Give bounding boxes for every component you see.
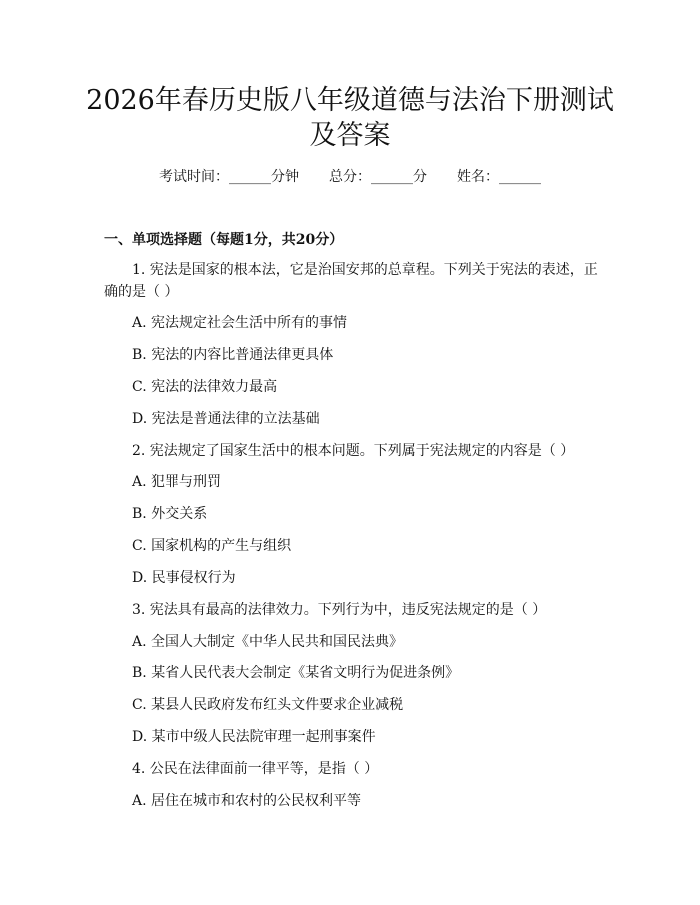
question-2-option-c: C. 国家机构的产生与组织 [132,538,292,554]
document-title-line-2: 及答案 [309,120,391,151]
student-name-field: 姓名：______ [457,169,541,185]
question-2-option-a: A. 犯罪与刑罚 [132,474,222,490]
question-2-option-b: B. 外交关系 [132,506,208,522]
question-3-option-b: B. 某省人民代表大会制定《某省文明行为促进条例》 [132,665,460,681]
question-3-option-d: D. 某市中级人民法院审理一起刑事案件 [132,729,376,745]
question-2-option-d: D. 民事侵权行为 [132,570,236,586]
exam-meta-row [0,166,700,188]
total-score-field: 总分：______分 [329,169,427,185]
question-2-stem: 2. 宪法规定了国家生活中的根本问题。下列属于宪法规定的内容是（ ） [132,443,575,459]
question-1-stem-line-2: 确的是（ ） [104,284,179,300]
question-1-stem-line-1: 1. 宪法是国家的根本法，它是治国安邦的总章程。下列关于宪法的表述，正 [132,262,598,278]
question-1-option-c: C. 宪法的法律效力最高 [132,379,278,395]
question-3-stem: 3. 宪法具有最高的法律效力。下列行为中，违反宪法规定的是（ ） [132,602,547,618]
document-title-line-1: 2026年春历史版八年级道德与法治下册测试 [86,85,614,116]
question-1-option-a: A. 宪法规定社会生活中所有的事情 [132,315,348,331]
question-3-option-a: A. 全国人大制定《中华人民共和国民法典》 [132,634,404,650]
exam-time-field: 考试时间：______分钟 [159,169,299,185]
question-4-stem: 4. 公民在法律面前一律平等，是指（ ） [132,761,379,777]
question-1-option-b: B. 宪法的内容比普通法律更具体 [132,347,334,363]
section-heading-single-choice: 一、单项选择题（每题1分，共20分） [104,232,344,248]
question-1-option-d: D. 宪法是普通法律的立法基础 [132,411,320,427]
question-3-option-c: C. 某县人民政府发布红头文件要求企业减税 [132,697,404,713]
question-4-option-a: A. 居住在城市和农村的公民权利平等 [132,793,362,809]
